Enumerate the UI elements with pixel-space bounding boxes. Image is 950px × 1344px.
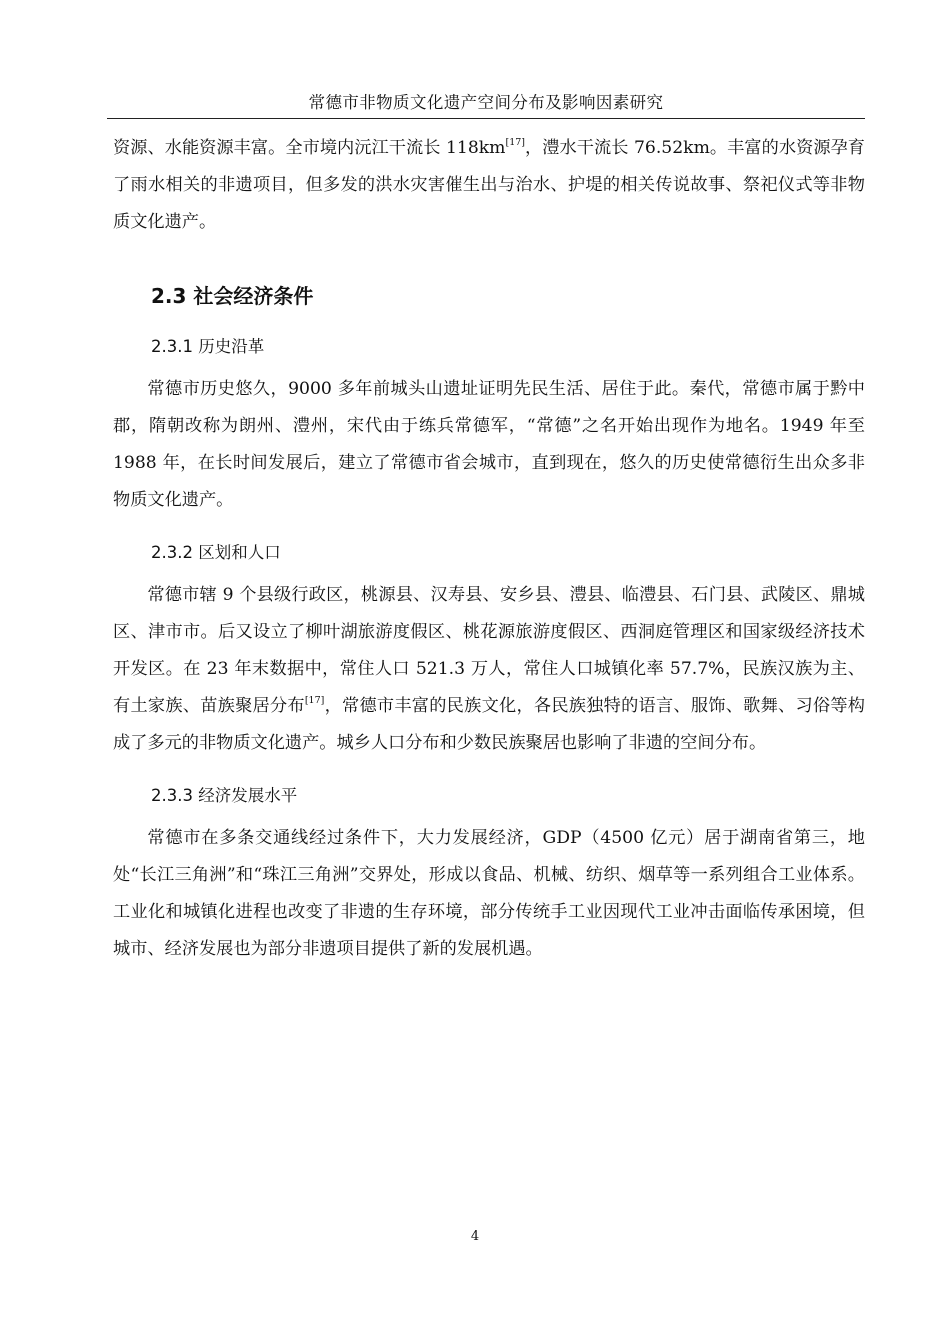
document-body [113, 130, 865, 968]
intro-text-before-citation: 资源、水能资源丰富。全市境内沅江干流长 118km [113, 138, 506, 158]
page-number: 4 [470, 1229, 480, 1244]
intro-paragraph [113, 130, 865, 241]
citation-ref: [17] [505, 137, 525, 148]
economy-paragraph: 常德市在多条交通线经过条件下，大力发展经济，GDP（4500 亿元）居于湖南省第三，地处“长江三角洲”和“珠江三角洲”交界处，形成以食品、机械、纺织、烟草等一系列组合工业体系。工业化和城镇化进程也改变了非遗的生存环境，部分传统手工业因现代工业冲击面临传承困境，但城市、经济发展也为部分非遗项目提供了新的发展机遇。 [113, 828, 865, 959]
header-divider [107, 118, 865, 119]
subsection-heading-2-3-2: 2.3.2 区划和人口 [151, 543, 281, 562]
intro-text-after-citation: ，澧水干流长 76.52km。丰富的水资源孕育了雨水相关的非遗项目，但多发的洪水灾害催生出与治水、护堤的相关传说故事、祭祀仪式等非物质文化遗产。 [113, 138, 865, 232]
subsection-heading-2-3-3: 2.3.3 经济发展水平 [151, 786, 298, 805]
history-paragraph: 常德市历史悠久，9000 多年前城头山遗址证明先民生活、居住于此。秦代，常德市属于黔中郡，隋朝改称为朗州、澧州，宋代由于练兵常德军，“常德”之名开始出现作为地名。1949 年至 1988 年，在长时间发展后，建立了常德市省会城市，直到现在，悠久的历史使常德衍生出众多非物质文化遗产。 [113, 379, 865, 510]
citation-ref: [17] [304, 695, 325, 706]
running-header-title: 常德市非物质文化遗产空间分布及影响因素研究 [308, 93, 664, 112]
section-heading-2-3: 2.3 社会经济条件 [151, 284, 314, 308]
division-text-before-citation: 常德市辖 9 个县级行政区，桃源县、汉寿县、安乡县、澧县、临澧县、石门县、武陵区、鼎城区、津市市。后又设立了柳叶湖旅游度假区、桃花源旅游度假区、西洞庭管理区和国家级经济技术开发区。在 23 年末数据中，常住人口 521.3 万人，常住人口城镇化率 57.7%，民族汉族为主、有土家族、苗族聚居分布 [113, 585, 865, 716]
division-population-paragraph [113, 577, 865, 762]
division-text-after-citation: ，常德市丰富的民族文化，各民族独特的语言、服饰、歌舞、习俗等构成了多元的非物质文化遗产。城乡人口分布和少数民族聚居也影响了非遗的空间分布。 [113, 696, 865, 753]
subsection-heading-2-3-1: 2.3.1 历史沿革 [151, 337, 265, 356]
